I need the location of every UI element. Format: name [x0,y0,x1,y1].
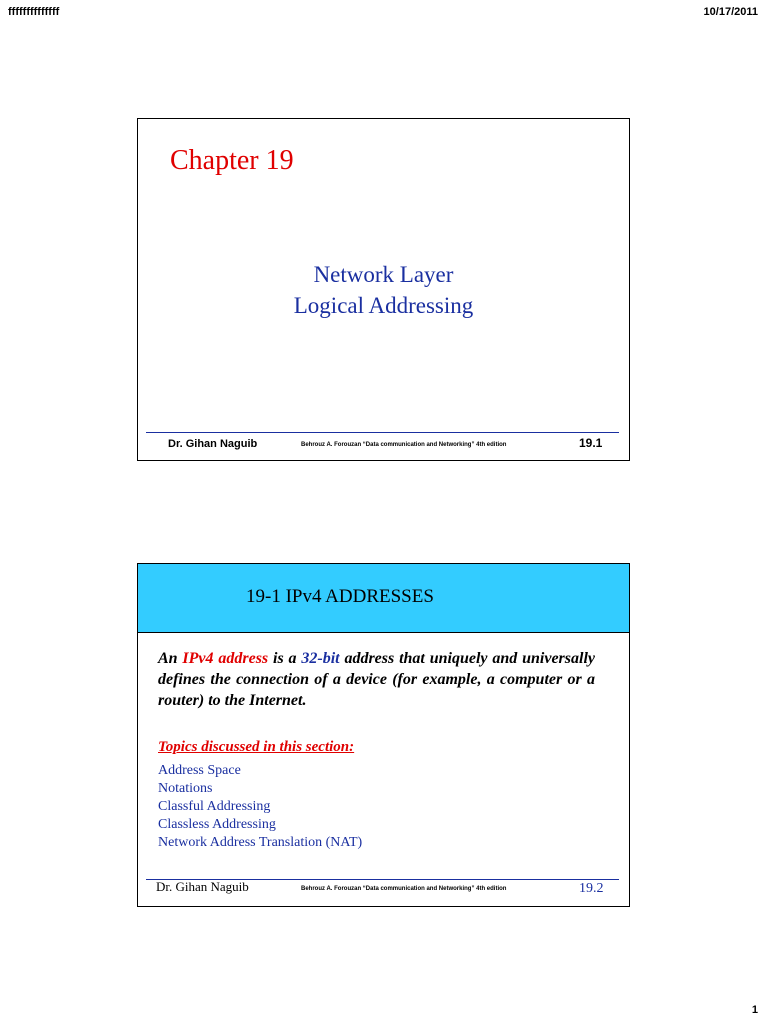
slide-19-2 [137,563,630,907]
list-item: Classless Addressing [158,817,276,832]
subtitle-line-2: Logical Addressing [293,293,474,318]
document-header-date: 10/17/2011 [703,6,758,18]
slide-subtitle [138,259,629,321]
subtitle-line-1: Network Layer [313,262,454,287]
slide-number: 19.1 [579,436,603,450]
definition-term: IPv4 address [182,650,269,667]
slide-banner [138,564,629,633]
list-item: Network Address Translation (NAT) [158,835,363,850]
chapter-title: Chapter 19 [170,145,294,176]
list-item: Classful Addressing [158,799,271,814]
list-item: Notations [158,781,213,796]
definition-bits: 32-bit [301,650,340,667]
slide-19-1 [137,118,630,461]
footer-author: Dr. Gihan Naguib [168,438,258,450]
slide-number: 19.2 [579,881,604,896]
footer-reference: Behrouz A. Forouzan “Data communication and Networking” 4th edition [301,886,507,892]
definition-text [158,648,595,711]
document-header-title: ffffffffffffff [8,6,60,18]
footer-author: Dr. Gihan Naguib [156,879,249,894]
topics-list [158,762,362,852]
definition-part-3: address that uniquely and universally defines the connection of a device (for example, a computer or a router) to the Internet. [158,650,595,709]
banner-title: 19-1 IPv4 ADDRESSES [246,586,434,607]
list-item: Address Space [158,763,241,778]
page-number: 1 [751,1004,758,1016]
footer-reference: Behrouz A. Forouzan “Data communication and Networking” 4th edition [301,442,507,448]
footer-divider [146,432,619,433]
definition-part-2: is a [268,650,302,667]
topics-heading: Topics discussed in this section: [158,739,355,755]
definition-part-1: An [158,650,183,667]
